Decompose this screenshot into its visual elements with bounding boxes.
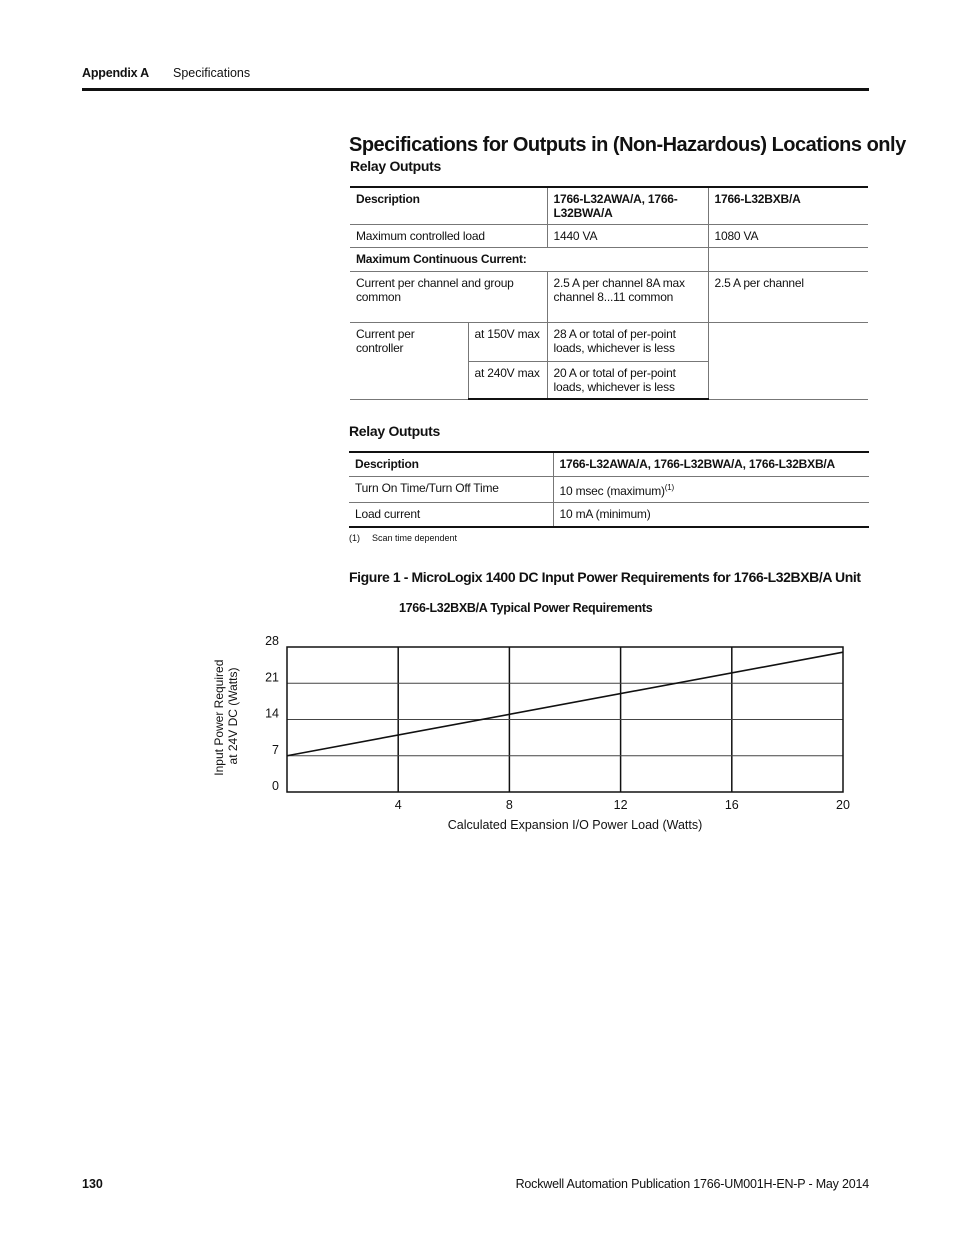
cell-label: Current per controller (350, 323, 468, 400)
y-axis-label-line1: Input Power Required (212, 659, 226, 776)
x-tick-label: 12 (613, 798, 628, 812)
cell-sublabel: at 240V max (468, 362, 547, 400)
cell-sublabel: at 150V max (468, 323, 547, 362)
cell-label: Turn On Time/Turn Off Time (349, 477, 553, 503)
header-bxb: 1766-L32BXB/A (708, 187, 868, 225)
x-tick-label: 16 (724, 798, 739, 812)
header-section: Appendix A (82, 66, 149, 80)
header-description: Description (349, 452, 553, 477)
cell-value: 20 A or total of per-point loads, whichever is less (547, 362, 708, 400)
y-tick-label: 0 (272, 779, 279, 793)
y-tick-label: 14 (265, 706, 279, 721)
cell-value: 1080 VA (708, 225, 868, 248)
y-tick-label: 7 (272, 742, 279, 757)
footnote-text: Scan time dependent (372, 533, 458, 543)
x-tick-label: 20 (836, 798, 850, 812)
footnote-ref: (1) (664, 483, 674, 492)
y-axis-label (212, 656, 240, 775)
x-axis-label: Calculated Expansion I/O Power Load (Watts) (447, 818, 703, 832)
cell-value: 2.5 A per channel 8A max channel 8...11 common (547, 272, 708, 323)
cell-value-text: 10 msec (maximum) (559, 484, 665, 498)
header-description: Description (350, 187, 547, 225)
cell-label: Maximum Continuous Current: (350, 248, 708, 272)
figure-caption: Figure 1 - MicroLogix 1400 DC Input Power Requirements for 1766-L32BXB/A Unit (349, 569, 861, 585)
publication-info: Rockwell Automation Publication 1766-UM001H-EN-P - May 2014 (515, 1177, 869, 1191)
x-tick-label: 4 (394, 798, 402, 812)
header-models: 1766-L32AWA/A, 1766-L32BWA/A, 1766-L32BXB/A (553, 452, 869, 477)
table2-title: Relay Outputs (349, 423, 441, 439)
header-subsection: Specifications (173, 66, 251, 80)
x-tick-label: 8 (505, 798, 513, 812)
footnote-marker: (1) (349, 533, 360, 543)
y-tick-label: 21 (265, 670, 279, 685)
chart-title: 1766-L32BXB/A Typical Power Requirements (399, 601, 653, 615)
y-tick-label: 28 (265, 634, 279, 648)
page-title: Specifications for Outputs in (Non-Hazardous) Locations only (349, 134, 906, 156)
series-line (287, 652, 843, 756)
cell-label: Load current (349, 503, 553, 528)
cell-label: Current per channel and group common (350, 272, 547, 323)
cell-value: 2.5 A per channel (708, 272, 868, 323)
cell-value: 1440 VA (547, 225, 708, 248)
cell-value: 28 A or total of per-point loads, whichever is less (547, 323, 708, 362)
cell-value: 10 mA (minimum) (553, 503, 869, 528)
header-awa-bwa: 1766-L32AWA/A, 1766-L32BWA/A (547, 187, 708, 225)
cell-label: Maximum controlled load (350, 225, 547, 248)
page-number: 130 (82, 1177, 103, 1191)
table1-title: Relay Outputs (350, 158, 442, 174)
y-axis-label-line2: at 24V DC (Watts) (226, 667, 240, 765)
